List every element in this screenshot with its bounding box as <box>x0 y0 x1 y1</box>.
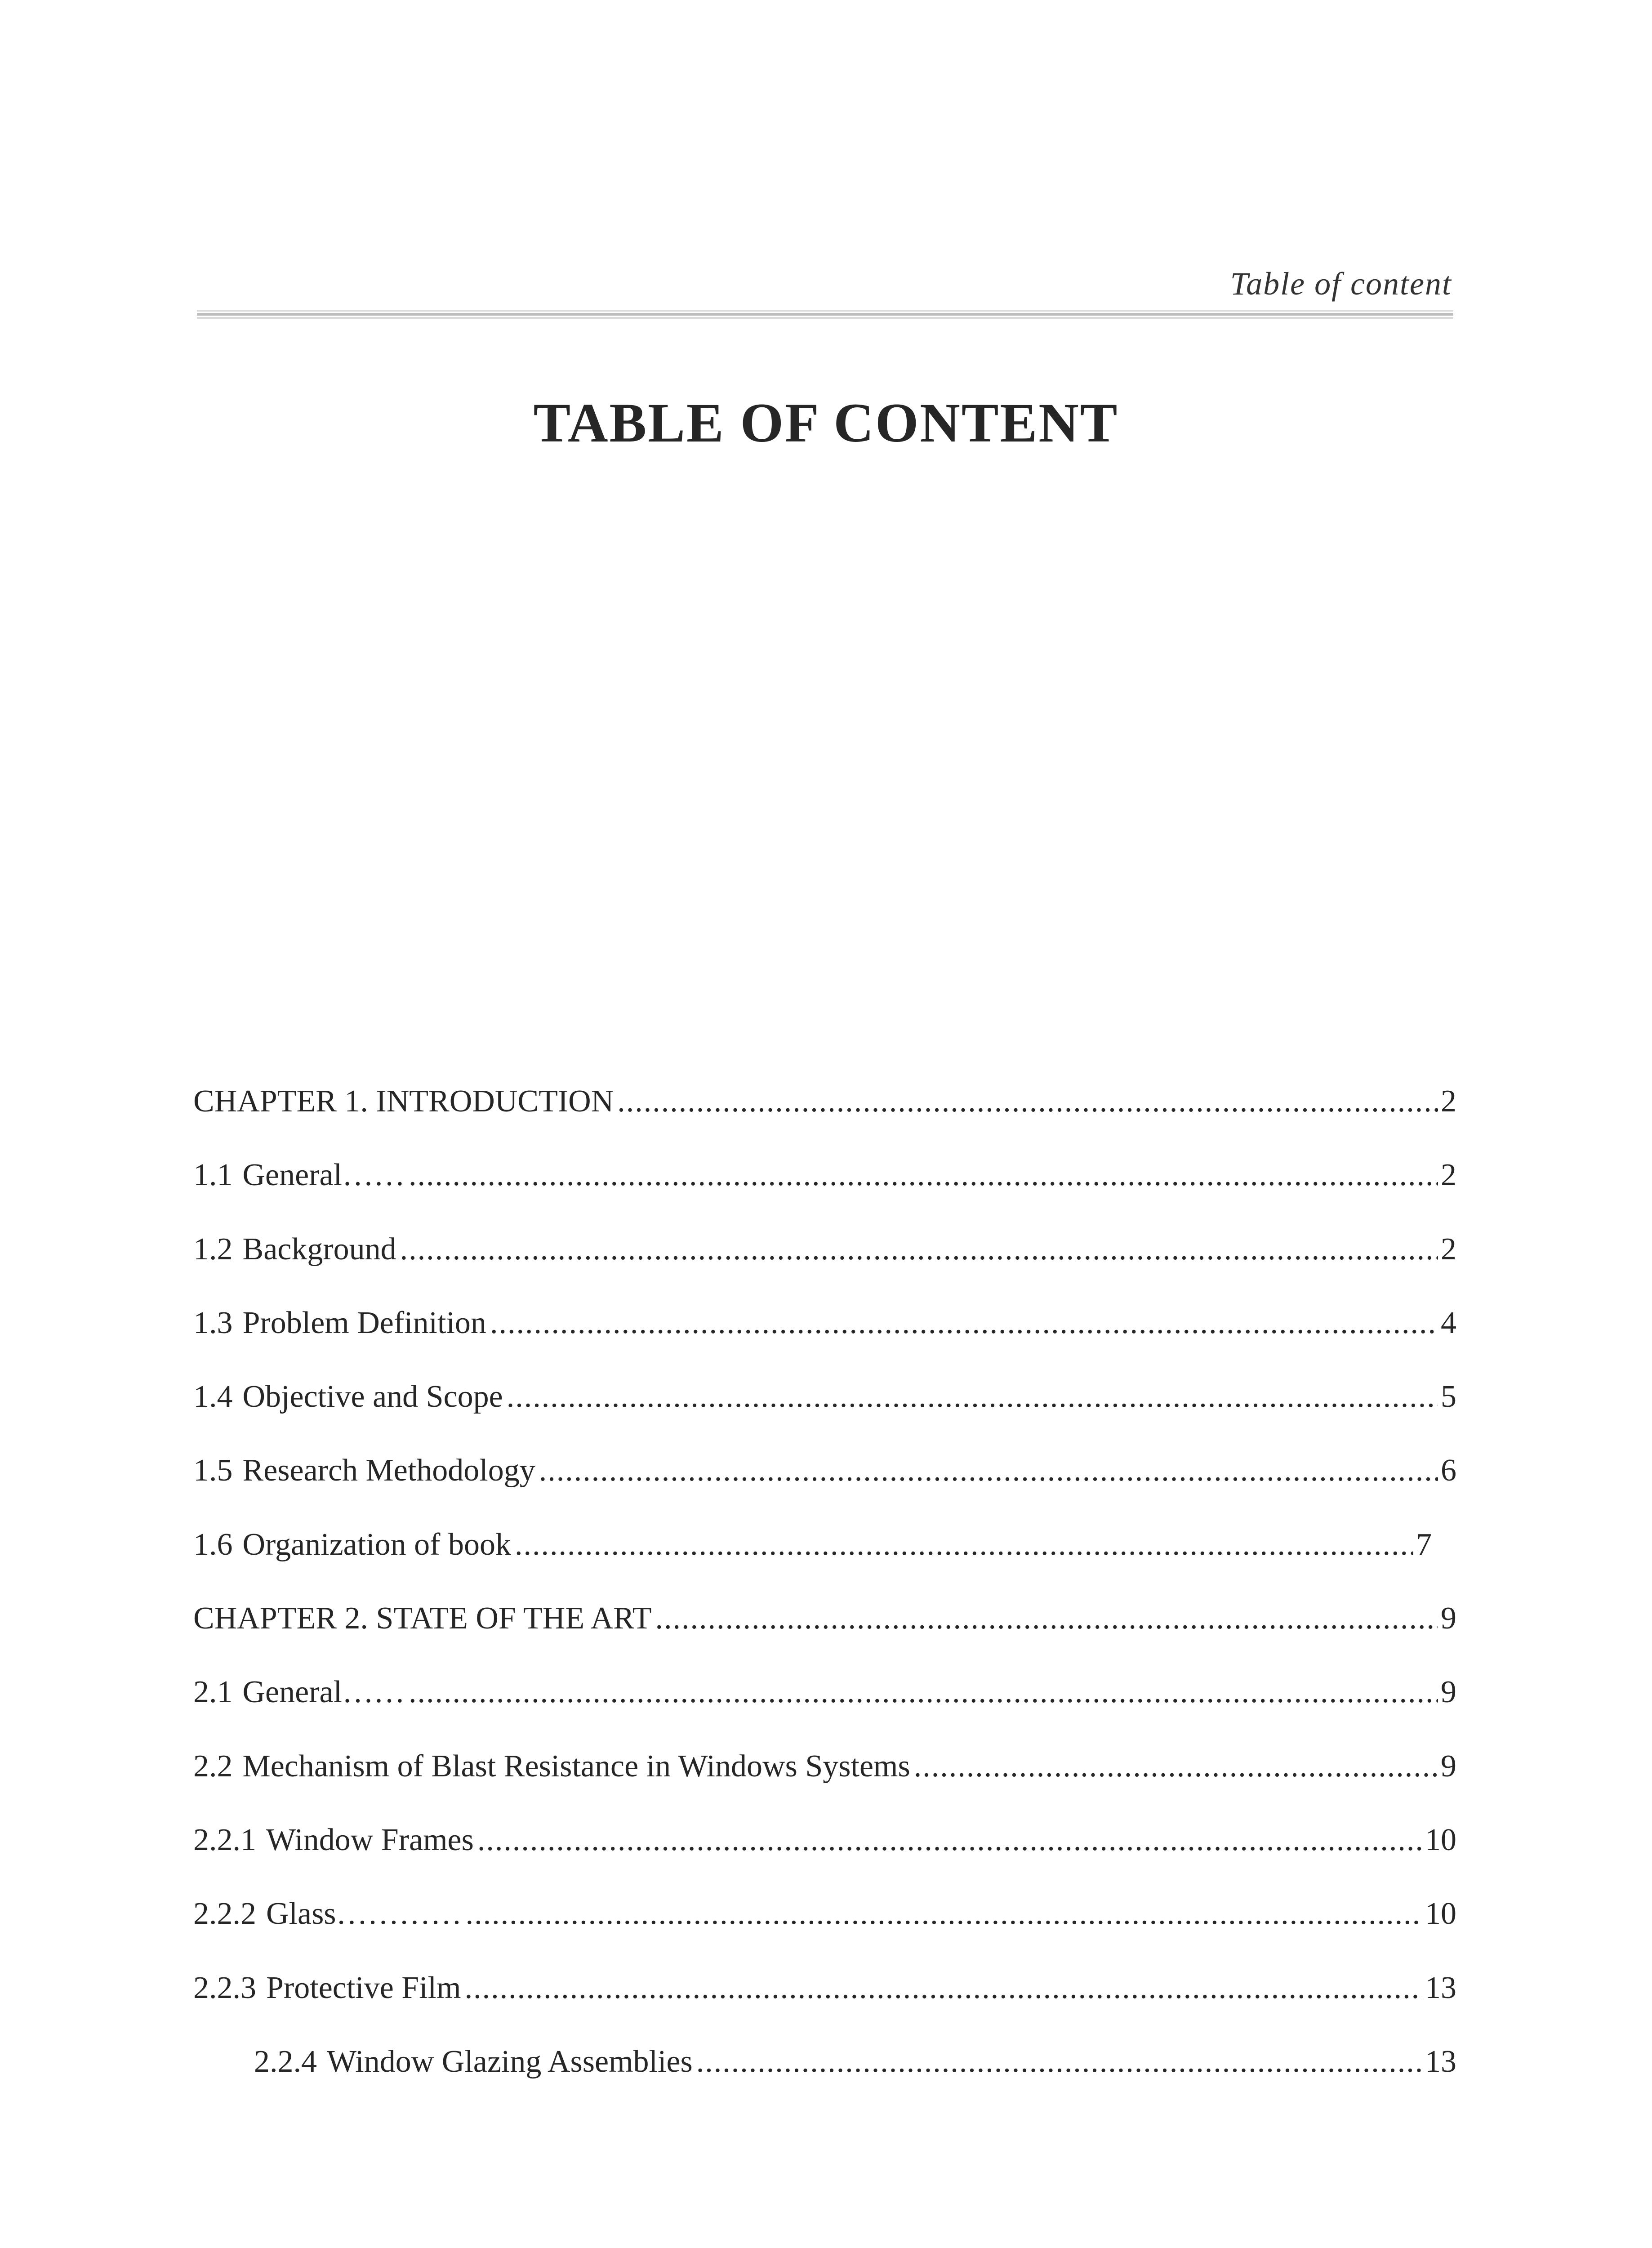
toc-leader-dots <box>617 1081 1438 1122</box>
toc-entry-1-5[interactable] <box>193 1450 1456 1524</box>
toc-entry-page: 6 <box>1441 1453 1456 1488</box>
toc-leader-dots <box>409 1672 1438 1713</box>
toc-entry-2-2-4[interactable] <box>193 2042 1456 2115</box>
toc-leader-dots <box>409 1155 1438 1195</box>
toc-entry-page: 5 <box>1441 1379 1456 1414</box>
toc-entry-label: General…… <box>242 1675 405 1710</box>
toc-entry-number: 2.2.2 <box>193 1896 256 1931</box>
toc-entry-2-1[interactable] <box>193 1672 1456 1746</box>
toc-entry-page: 4 <box>1441 1305 1456 1340</box>
toc-leader-dots <box>465 1968 1422 2008</box>
toc-entry-label: Problem Definition <box>242 1305 486 1340</box>
toc-entry-label: Window Frames <box>266 1822 474 1857</box>
toc-entry-number: 1.3 <box>193 1305 233 1340</box>
toc-leader-dots <box>507 1377 1438 1417</box>
toc-entry-label: CHAPTER 1. INTRODUCTION <box>193 1084 614 1119</box>
toc-entry-page: 9 <box>1441 1675 1456 1710</box>
table-of-contents <box>193 1081 1456 2115</box>
toc-entry-number: 1.5 <box>193 1453 233 1488</box>
toc-leader-dots <box>466 1894 1422 1934</box>
toc-entry-label: Protective Film <box>266 1970 461 2005</box>
toc-entry-page: 7 <box>1416 1527 1432 1562</box>
toc-entry-1-6[interactable] <box>193 1525 1456 1598</box>
toc-entry-label: Background <box>242 1231 396 1267</box>
page-title: TABLE OF CONTENT <box>533 392 1119 454</box>
toc-entry-label: Window Glazing Assemblies <box>327 2044 693 2079</box>
toc-entry-page: 13 <box>1425 1970 1456 2005</box>
toc-entry-1-2[interactable] <box>193 1229 1456 1303</box>
toc-entry-2-2-2[interactable] <box>193 1894 1456 1967</box>
toc-entry-number: 1.1 <box>193 1158 233 1193</box>
toc-entry-chapter-1[interactable] <box>193 1081 1456 1155</box>
toc-entry-number: 1.2 <box>193 1231 233 1267</box>
toc-entry-number: 2.2.1 <box>193 1822 256 1857</box>
toc-entry-label: Research Methodology <box>242 1453 535 1488</box>
toc-entry-1-3[interactable] <box>193 1303 1456 1377</box>
toc-entry-page: 13 <box>1425 2044 1456 2079</box>
running-header: Table of content <box>1230 266 1452 302</box>
toc-entry-page: 9 <box>1441 1748 1456 1784</box>
toc-leader-dots <box>490 1303 1438 1343</box>
toc-entry-page: 10 <box>1425 1822 1456 1857</box>
toc-entry-number: 1.6 <box>193 1527 233 1562</box>
toc-entry-2-2-3[interactable] <box>193 1968 1456 2042</box>
toc-entry-page: 2 <box>1441 1158 1456 1193</box>
toc-entry-label: Organization of book <box>242 1527 511 1562</box>
toc-entry-number: 1.4 <box>193 1379 233 1414</box>
toc-entry-label: Objective and Scope <box>242 1379 503 1414</box>
toc-entry-page: 2 <box>1441 1084 1456 1119</box>
toc-entry-label: Mechanism of Blast Resistance in Windows Systems <box>242 1748 910 1784</box>
toc-entry-1-1[interactable] <box>193 1155 1456 1229</box>
toc-entry-page: 9 <box>1441 1601 1456 1636</box>
toc-entry-page: 2 <box>1441 1231 1456 1267</box>
toc-entry-page: 10 <box>1425 1896 1456 1931</box>
toc-leader-dots <box>914 1746 1438 1787</box>
toc-entry-1-4[interactable] <box>193 1377 1456 1450</box>
toc-leader-dots <box>655 1598 1438 1639</box>
toc-entry-2-2-1[interactable] <box>193 1820 1456 1894</box>
header-rule <box>197 310 1453 320</box>
toc-leader-dots <box>477 1820 1422 1860</box>
toc-entry-number: 2.2 <box>193 1748 233 1784</box>
toc-leader-dots <box>539 1450 1438 1491</box>
toc-entry-chapter-2[interactable] <box>193 1598 1456 1672</box>
toc-entry-number: 2.2.4 <box>254 2044 317 2079</box>
toc-entry-2-2[interactable] <box>193 1746 1456 1820</box>
toc-entry-label: Glass………… <box>266 1896 462 1931</box>
toc-entry-number: 2.2.3 <box>193 1970 256 2005</box>
toc-leader-dots <box>400 1229 1438 1270</box>
toc-leader-dots <box>515 1525 1413 1565</box>
toc-entry-label: CHAPTER 2. STATE OF THE ART <box>193 1601 652 1636</box>
toc-entry-number: 2.1 <box>193 1675 233 1710</box>
toc-leader-dots <box>696 2042 1422 2082</box>
toc-entry-label: General…… <box>242 1158 405 1193</box>
